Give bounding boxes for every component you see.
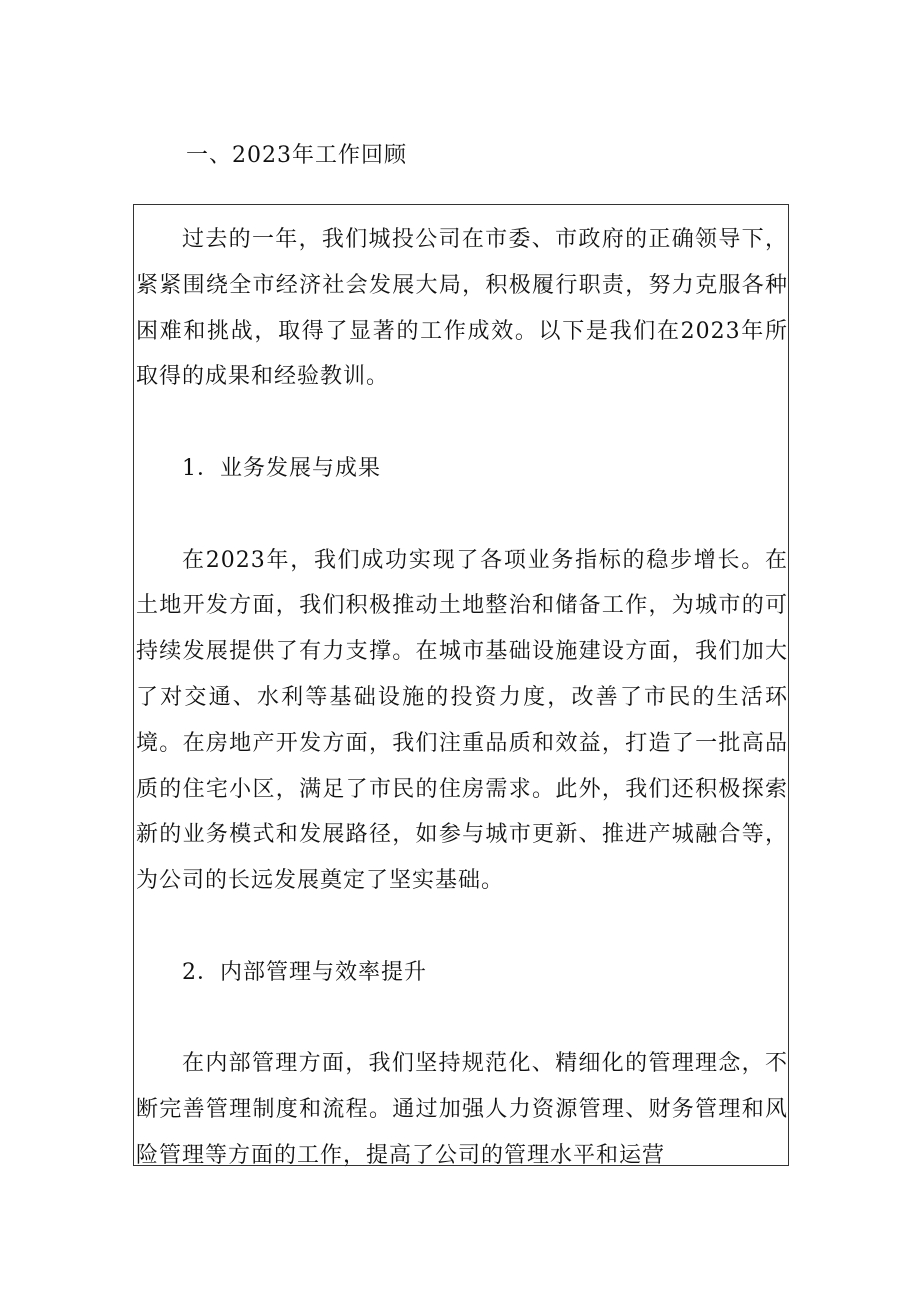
section1-title: 1．业务发展与成果 — [182, 455, 381, 481]
spacer — [136, 400, 788, 446]
page-heading: 一、2023年工作回顾 — [186, 143, 407, 168]
intro-paragraph: 过去的一年，我们城投公司在市委、市政府的正确领导下，紧紧围绕全市经济社会发展大局，积极履行职责，努力克服各种困难和挑战，取得了显著的工作成效。以下是我们在2023年所取得的成果和经验教训。 — [136, 227, 788, 390]
spacer — [136, 996, 788, 1042]
content-body — [136, 217, 788, 1179]
section2-body: 在内部管理方面，我们坚持规范化、精细化的管理理念，不断完善管理制度和流程。通过加强人力资源管理、财务管理和风险管理等方面的工作，提高了公司的管理水平和运营 — [136, 1051, 788, 1168]
spacer — [136, 492, 788, 538]
section2-title: 2．内部管理与效率提升 — [182, 959, 427, 985]
spacer — [136, 904, 788, 950]
content-box — [133, 204, 789, 1166]
section1-body: 在2023年，我们成功实现了各项业务指标的稳步增长。在土地开发方面，我们积极推动土地整治和储备工作，为城市的可持续发展提供了有力支撑。在城市基础设施建设方面，我们加大了对交通、水利等基础设施的投资力度，改善了市民的生活环境。在房地产开发方面，我们注重品质和效益，打造了一批高品质的住宅小区，满足了市民的住房需求。此外，我们还积极探索新的业务模式和发展路径，如参与城市更新、推进产城融合等，为公司的长远发展奠定了坚实基础。 — [136, 547, 788, 894]
